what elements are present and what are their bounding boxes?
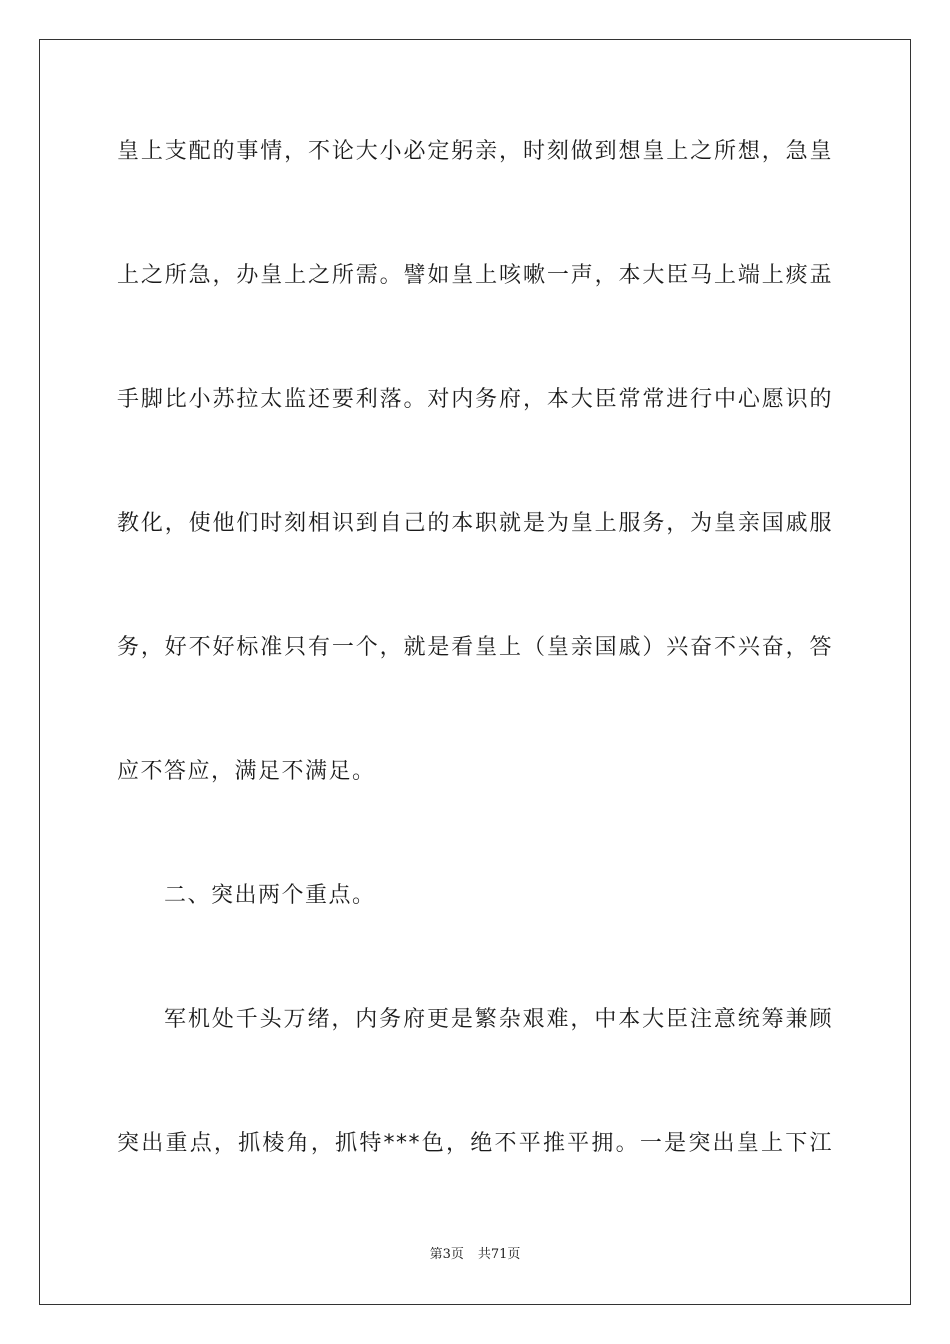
body-text-line: 应不答应，满足不满足。 [117, 759, 376, 784]
body-text-line: 皇上支配的事情，不论大小必定躬亲，时刻做到想皇上之所想，急皇 [117, 139, 833, 164]
body-text-line: 务，好不好标准只有一个，就是看皇上（皇亲国戚）兴奋不兴奋，答 [117, 635, 833, 660]
body-text-line: 手脚比小苏拉太监还要利落。对内务府，本大臣常常进行中心愿识的 [117, 387, 833, 412]
page-number: 第3页 [429, 1247, 464, 1262]
body-text-line: 上之所急，办皇上之所需。譬如皇上咳嗽一声，本大臣马上端上痰盂 [117, 263, 833, 288]
page-border [39, 39, 911, 1305]
section-heading: 二、突出两个重点。 [164, 883, 376, 908]
page-footer [0, 1246, 950, 1264]
body-text-line: 军机处千头万绪，内务府更是繁杂艰难，中本大臣注意统筹兼顾 [164, 1007, 833, 1032]
body-text-line: 突出重点，抓棱角，抓特***色，绝不平推平拥。一是突出皇上下江 [117, 1131, 833, 1156]
page-total: 共71页 [477, 1247, 521, 1262]
body-text-line: 教化，使他们时刻相识到自己的本职就是为皇上服务，为皇亲国戚服 [117, 511, 833, 536]
